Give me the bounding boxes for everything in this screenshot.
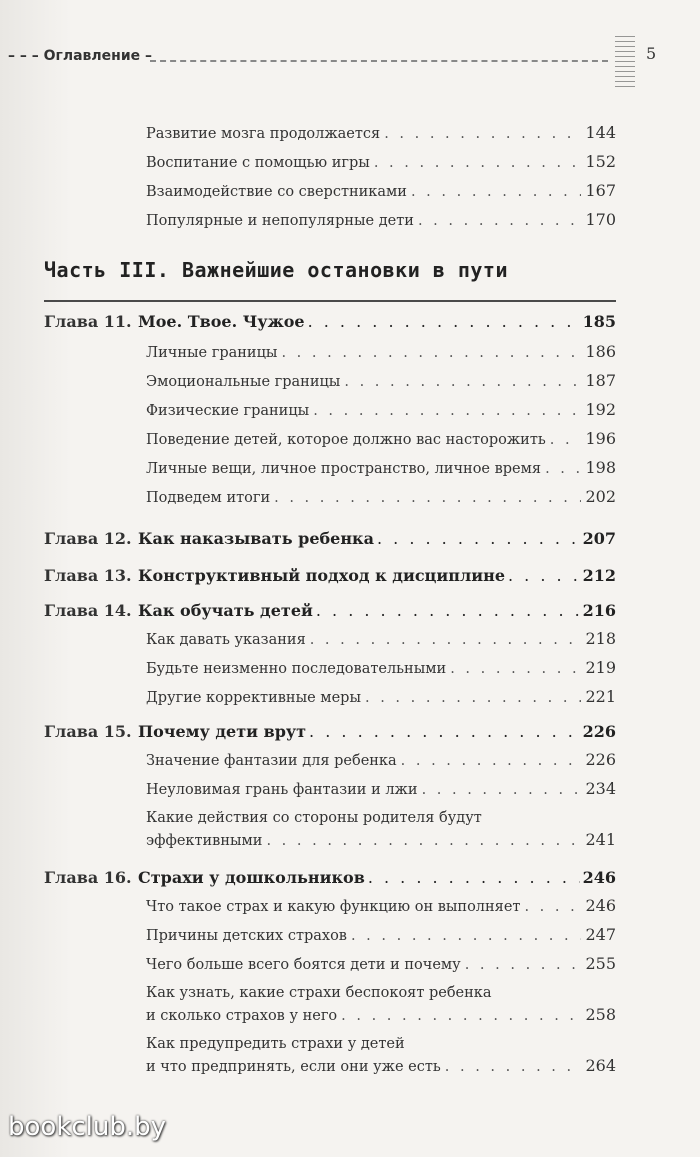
leader-dots [313, 402, 581, 420]
leader-dots [368, 868, 580, 887]
section-entry [146, 343, 616, 362]
section-page: 221 [585, 687, 616, 706]
section-page: 196 [585, 429, 616, 448]
section-page: 186 [585, 342, 616, 361]
section-page: 255 [585, 954, 616, 973]
section-title: и что предпринять, если они уже есть [146, 1059, 441, 1075]
toc-entry-title: Взаимодействие со сверстниками [146, 184, 407, 200]
chapter-label: Глава 12. [44, 529, 132, 548]
running-header: – – – Оглавление – [8, 48, 152, 64]
chapter-entry [138, 722, 616, 741]
leader-dots [422, 781, 582, 799]
section-title-line1: Как предупредить страхи у детей [146, 1036, 405, 1052]
section-entry [146, 372, 616, 391]
chapter-title: Конструктивный подход к дисциплине [138, 566, 505, 585]
section-entry [146, 955, 616, 974]
chapter-label: Глава 11. [44, 312, 132, 331]
section-title: Подведем итоги [146, 490, 271, 506]
section-entry [146, 897, 616, 916]
leader-dots [418, 212, 582, 230]
chapter-title: Почему дети врут [138, 722, 307, 741]
section-page: 218 [585, 629, 616, 648]
toc-entry [146, 124, 616, 143]
section-title: Физические границы [146, 403, 310, 419]
chapter-title: Как обучать детей [138, 601, 313, 620]
chapter-page: 207 [582, 529, 616, 548]
toc-entry-title: Воспитание с помощью игры [146, 155, 370, 171]
section-title: Поведение детей, которое должно вас насторожить [146, 432, 546, 448]
toc-entry-title: Популярные и непопулярные дети [146, 213, 414, 229]
section-entry [146, 751, 616, 770]
section-title: Причины детских страхов [146, 928, 347, 944]
leader-dots [508, 566, 580, 585]
toc-entry [146, 182, 616, 201]
section-title-line1: Как узнать, какие страхи беспокоят ребенка [146, 985, 492, 1001]
section-page: 247 [585, 925, 616, 944]
chapter-title: Мое. Твое. Чужое [138, 312, 305, 331]
section-page: 258 [585, 1005, 616, 1024]
leader-dots [377, 529, 580, 548]
chapter-entry [138, 868, 616, 887]
chapter-entry [138, 312, 616, 331]
part-rule [44, 300, 616, 302]
section-entry [146, 780, 616, 799]
section-title: и сколько страхов у него [146, 1008, 338, 1024]
leader-dots [316, 601, 580, 620]
section-entry [146, 630, 616, 649]
toc-entry-title: Развитие мозга продолжается [146, 126, 381, 142]
leader-dots [445, 1058, 582, 1076]
section-title: Что такое страх и какую функцию он выполняет [146, 899, 521, 915]
section-entry [146, 459, 616, 478]
section-entry [146, 1057, 616, 1076]
section-entry [146, 688, 616, 707]
toc-entry-page: 167 [585, 181, 616, 200]
chapter-label: Глава 14. [44, 601, 132, 620]
section-title: эффективными [146, 833, 263, 849]
leader-dots [308, 312, 580, 331]
leader-dots [365, 689, 581, 707]
section-page: 198 [585, 458, 616, 477]
leader-dots [401, 752, 582, 770]
chapter-entry [138, 529, 616, 548]
section-page: 219 [585, 658, 616, 677]
chapter-title: Как наказывать ребенка [138, 529, 374, 548]
section-title: Чего больше всего боятся дети и почему [146, 957, 461, 973]
section-page: 246 [585, 896, 616, 915]
leader-dots [550, 431, 582, 449]
section-title: Эмоциональные границы [146, 374, 341, 390]
section-entry [146, 831, 616, 850]
chapter-page: 212 [582, 566, 616, 585]
section-page: 192 [585, 400, 616, 419]
section-title: Личные вещи, личное пространство, личное время [146, 461, 542, 477]
leader-dots [545, 460, 581, 478]
section-entry [146, 488, 616, 507]
section-title: Другие коррективные меры [146, 690, 361, 706]
chapter-page: 226 [582, 722, 616, 741]
section-page: 226 [585, 750, 616, 769]
chapter-page: 185 [582, 312, 616, 331]
section-title-line1: Какие действия со стороны родителя будут [146, 810, 482, 826]
section-page: 187 [585, 371, 616, 390]
toc-entry [146, 153, 616, 172]
toc-entry-page: 152 [585, 152, 616, 171]
leader-dots [281, 344, 581, 362]
section-entry [146, 659, 616, 678]
leader-dots [344, 373, 581, 391]
section-entry [146, 926, 616, 945]
leader-dots [274, 489, 581, 507]
section-page: 202 [585, 487, 616, 506]
toc-entry-page: 144 [585, 123, 616, 142]
leader-dots [450, 660, 581, 678]
leader-dots [411, 183, 582, 201]
chapter-label: Глава 16. [44, 868, 132, 887]
chapter-title: Страхи у дошкольников [138, 868, 365, 887]
leader-dots [374, 154, 582, 172]
part-heading: Часть III. Важнейшие остановки в пути [44, 258, 509, 282]
chapter-label: Глава 15. [44, 722, 132, 741]
section-page: 241 [585, 830, 616, 849]
chapter-entry [138, 566, 616, 585]
section-title: Значение фантазии для ребенка [146, 753, 397, 769]
leader-dots [351, 927, 581, 945]
section-page: 234 [585, 779, 616, 798]
chapter-label: Глава 13. [44, 566, 132, 585]
chapter-entry [138, 601, 616, 620]
leader-dots [524, 898, 581, 916]
section-title: Как давать указания [146, 632, 306, 648]
section-entry [146, 401, 616, 420]
section-entry [146, 430, 616, 449]
leader-dots [309, 722, 580, 741]
section-title: Будьте неизменно последовательными [146, 661, 447, 677]
page-marker-decoration [615, 36, 635, 90]
section-entry [146, 1006, 616, 1025]
leader-dots [465, 956, 582, 974]
chapter-page: 246 [582, 868, 616, 887]
leader-dots [310, 631, 582, 649]
section-title: Неуловимая грань фантазии и лжи [146, 782, 418, 798]
site-watermark: bookclub.by [8, 1112, 167, 1142]
toc-entry-page: 170 [585, 210, 616, 229]
toc-entry [146, 211, 616, 230]
section-title: Личные границы [146, 345, 278, 361]
header-dashed-rule [150, 60, 608, 62]
leader-dots [384, 125, 581, 143]
leader-dots [266, 832, 581, 850]
chapter-page: 216 [582, 601, 616, 620]
page-number: 5 [646, 44, 657, 63]
leader-dots [341, 1007, 581, 1025]
section-page: 264 [585, 1056, 616, 1075]
